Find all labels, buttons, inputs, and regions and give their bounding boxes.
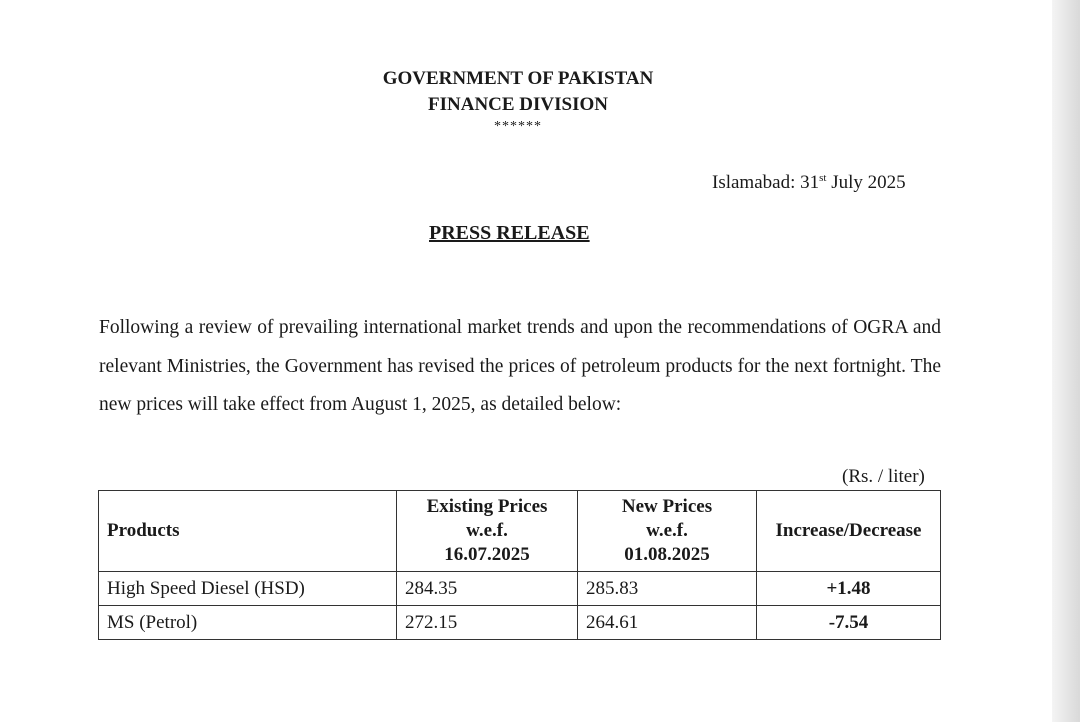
- header-existing-prices: [397, 491, 578, 572]
- press-release-title: PRESS RELEASE: [429, 222, 590, 244]
- row-existing-price: 284.35: [397, 572, 578, 606]
- row-change: +1.48: [757, 572, 941, 606]
- table-row: [99, 572, 941, 606]
- row-new-price: 285.83: [578, 572, 757, 606]
- header-new-line1: New Prices: [621, 496, 713, 517]
- header-existing-line3: 16.07.2025: [444, 544, 530, 565]
- header-new-line3: 01.08.2025: [624, 544, 710, 565]
- page-edge-shadow: [1052, 0, 1080, 722]
- letterhead: [318, 66, 718, 136]
- header-products: Products: [99, 491, 397, 572]
- row-new-price: 264.61: [578, 606, 757, 640]
- date-ordinal-suffix: st: [819, 172, 827, 184]
- row-product: High Speed Diesel (HSD): [99, 572, 397, 606]
- header-existing-line1: Existing Prices: [426, 496, 548, 517]
- row-existing-price: 272.15: [397, 606, 578, 640]
- body-paragraph: Following a review of prevailing international market trends and upon the recommendations of OGRA and relevant Ministries, the Government has revised the prices of petroleum products for the next fortnight. The new prices will take effect from August 1, 2025, as detailed below:: [99, 317, 941, 415]
- table-header-row: [99, 491, 941, 572]
- date-rest: July 2025: [826, 172, 906, 193]
- header-new-prices: [578, 491, 757, 572]
- price-table: [98, 490, 941, 640]
- header-existing-line2: w.e.f.: [466, 520, 508, 541]
- row-change: -7.54: [757, 606, 941, 640]
- date-prefix: Islamabad: 31: [712, 172, 820, 193]
- units-label: (Rs. / liter): [842, 466, 925, 487]
- separator-stars: ******: [494, 119, 542, 134]
- row-product: MS (Petrol): [99, 606, 397, 640]
- place-date-line: [712, 172, 906, 194]
- division-heading: FINANCE DIVISION: [428, 94, 608, 115]
- header-new-line2: w.e.f.: [646, 520, 688, 541]
- government-heading: GOVERNMENT OF PAKISTAN: [382, 68, 654, 89]
- table-row: [99, 606, 941, 640]
- header-increase-decrease: Increase/Decrease: [757, 491, 941, 572]
